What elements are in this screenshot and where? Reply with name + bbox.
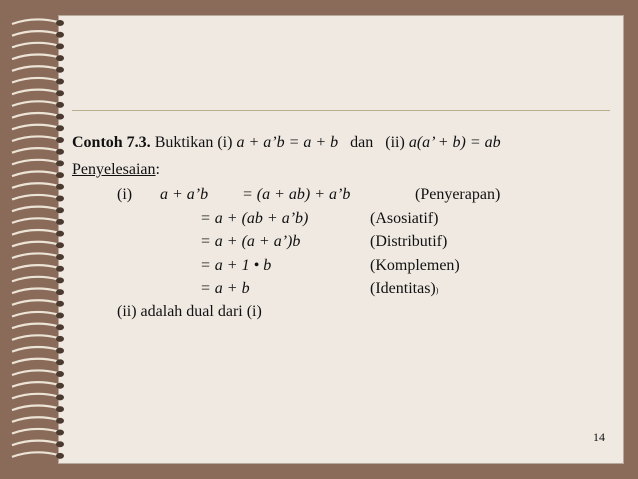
spiral-coil: [12, 207, 58, 212]
step-reason-text: (Identitas): [370, 280, 436, 297]
spiral-coil: [12, 90, 58, 95]
spiral-coil: [12, 195, 58, 200]
spiral-coil: [12, 406, 58, 411]
binding-hole: [56, 207, 64, 213]
spiral-coil: [12, 148, 58, 153]
binding-hole: [56, 254, 64, 260]
spiral-coil: [12, 19, 58, 24]
binding-hole: [56, 160, 64, 166]
binding-hole: [56, 149, 64, 155]
spiral-coil: [12, 172, 58, 177]
binding-hole: [56, 137, 64, 143]
binding-hole: [56, 231, 64, 237]
spiral-coil: [12, 277, 58, 282]
binding-hole: [56, 219, 64, 225]
spiral-coil: [12, 160, 58, 165]
spiral-coil: [12, 125, 58, 130]
binding-hole: [56, 453, 64, 459]
step-expression: = a + (ab + a’b): [200, 210, 309, 227]
binding-hole: [56, 266, 64, 272]
binding-hole: [56, 348, 64, 354]
step-reason: [370, 279, 438, 301]
step-expression: = a + b: [200, 280, 250, 297]
spiral-coil: [12, 394, 58, 399]
spiral-coil: [12, 417, 58, 422]
binding-hole: [56, 55, 64, 61]
part-i-lhs: a + a’b: [160, 186, 209, 203]
binding-hole: [56, 43, 64, 49]
binding-hole: [56, 383, 64, 389]
spiral-coil: [12, 230, 58, 235]
solution-heading: [72, 160, 160, 180]
spiral-coil: [12, 429, 58, 434]
step-reason: (Distributif): [370, 233, 448, 250]
spiral-coil: [12, 324, 58, 329]
binding-hole: [56, 371, 64, 377]
spiral-coil: [12, 43, 58, 48]
notebook-page: [58, 15, 624, 464]
example-conjunction: dan (ii): [338, 134, 409, 151]
binding-hole: [56, 114, 64, 120]
binding-hole: [56, 79, 64, 85]
equation-1: a + a’b = a + b: [236, 134, 339, 151]
part-ii-statement: (ii) adalah dual dari (i): [117, 303, 262, 320]
binding-hole: [56, 441, 64, 447]
binding-hole: [56, 359, 64, 365]
binding-hole: [56, 394, 64, 400]
step-reason: (Komplemen): [370, 257, 460, 274]
binding-hole: [56, 313, 64, 319]
step-reason-tail: ): [435, 286, 439, 295]
binding-hole: [56, 406, 64, 412]
binding-hole: [56, 90, 64, 96]
spiral-coil: [12, 218, 58, 223]
spiral-coil: [12, 335, 58, 340]
spiral-coil: [12, 66, 58, 71]
example-intro: Buktikan (i): [150, 134, 237, 151]
spiral-coil: [12, 289, 58, 294]
equation-2: a(a’ + b) = ab: [408, 134, 501, 151]
page-number: 14: [593, 430, 605, 444]
spiral-coil: [12, 312, 58, 317]
step-reason: (Asosiatif): [370, 210, 439, 227]
binding-hole: [56, 289, 64, 295]
spiral-coil: [12, 265, 58, 270]
step-expression: = (a + ab) + a’b: [242, 186, 351, 203]
spiral-coil: [12, 136, 58, 141]
binding-hole: [56, 196, 64, 202]
spiral-coil: [12, 55, 58, 60]
binding-hole: [56, 418, 64, 424]
example-heading: [72, 133, 501, 153]
binding-hole: [56, 32, 64, 38]
part-i-marker: (i): [117, 186, 133, 203]
step-expression: = a + 1 • b: [200, 257, 272, 274]
spiral-coil: [12, 370, 58, 375]
spiral-coil: [12, 31, 58, 36]
binding-hole: [56, 301, 64, 307]
solution-colon: :: [155, 161, 160, 178]
step-reason: (Penyerapan): [415, 186, 501, 203]
binding-hole: [56, 184, 64, 190]
spiral-coil: [12, 300, 58, 305]
spiral-coil: [12, 242, 58, 247]
spiral-coil: [12, 452, 58, 457]
spiral-coil: [12, 347, 58, 352]
binding-hole: [56, 125, 64, 131]
binding-hole: [56, 242, 64, 248]
binding-hole: [56, 324, 64, 330]
spiral-coil: [12, 78, 58, 83]
binding-hole: [56, 277, 64, 283]
step-expression: = a + (a + a’)b: [200, 233, 301, 250]
spiral-coil: [12, 101, 58, 106]
solution-label: Penyelesaian: [72, 161, 156, 178]
binding-hole: [56, 20, 64, 26]
spiral-coil: [12, 183, 58, 188]
binding-hole: [56, 102, 64, 108]
spiral-coil: [12, 253, 58, 258]
ruled-line: [72, 110, 610, 111]
spiral-binding-icon: [6, 14, 66, 469]
example-label: Contoh 7.3.: [72, 134, 151, 151]
spiral-coil: [12, 359, 58, 364]
spiral-coil: [12, 441, 58, 446]
spiral-coil: [12, 113, 58, 118]
binding-hole: [56, 67, 64, 73]
binding-hole: [56, 172, 64, 178]
binding-hole: [56, 430, 64, 436]
spiral-coil: [12, 382, 58, 387]
binding-hole: [56, 336, 64, 342]
